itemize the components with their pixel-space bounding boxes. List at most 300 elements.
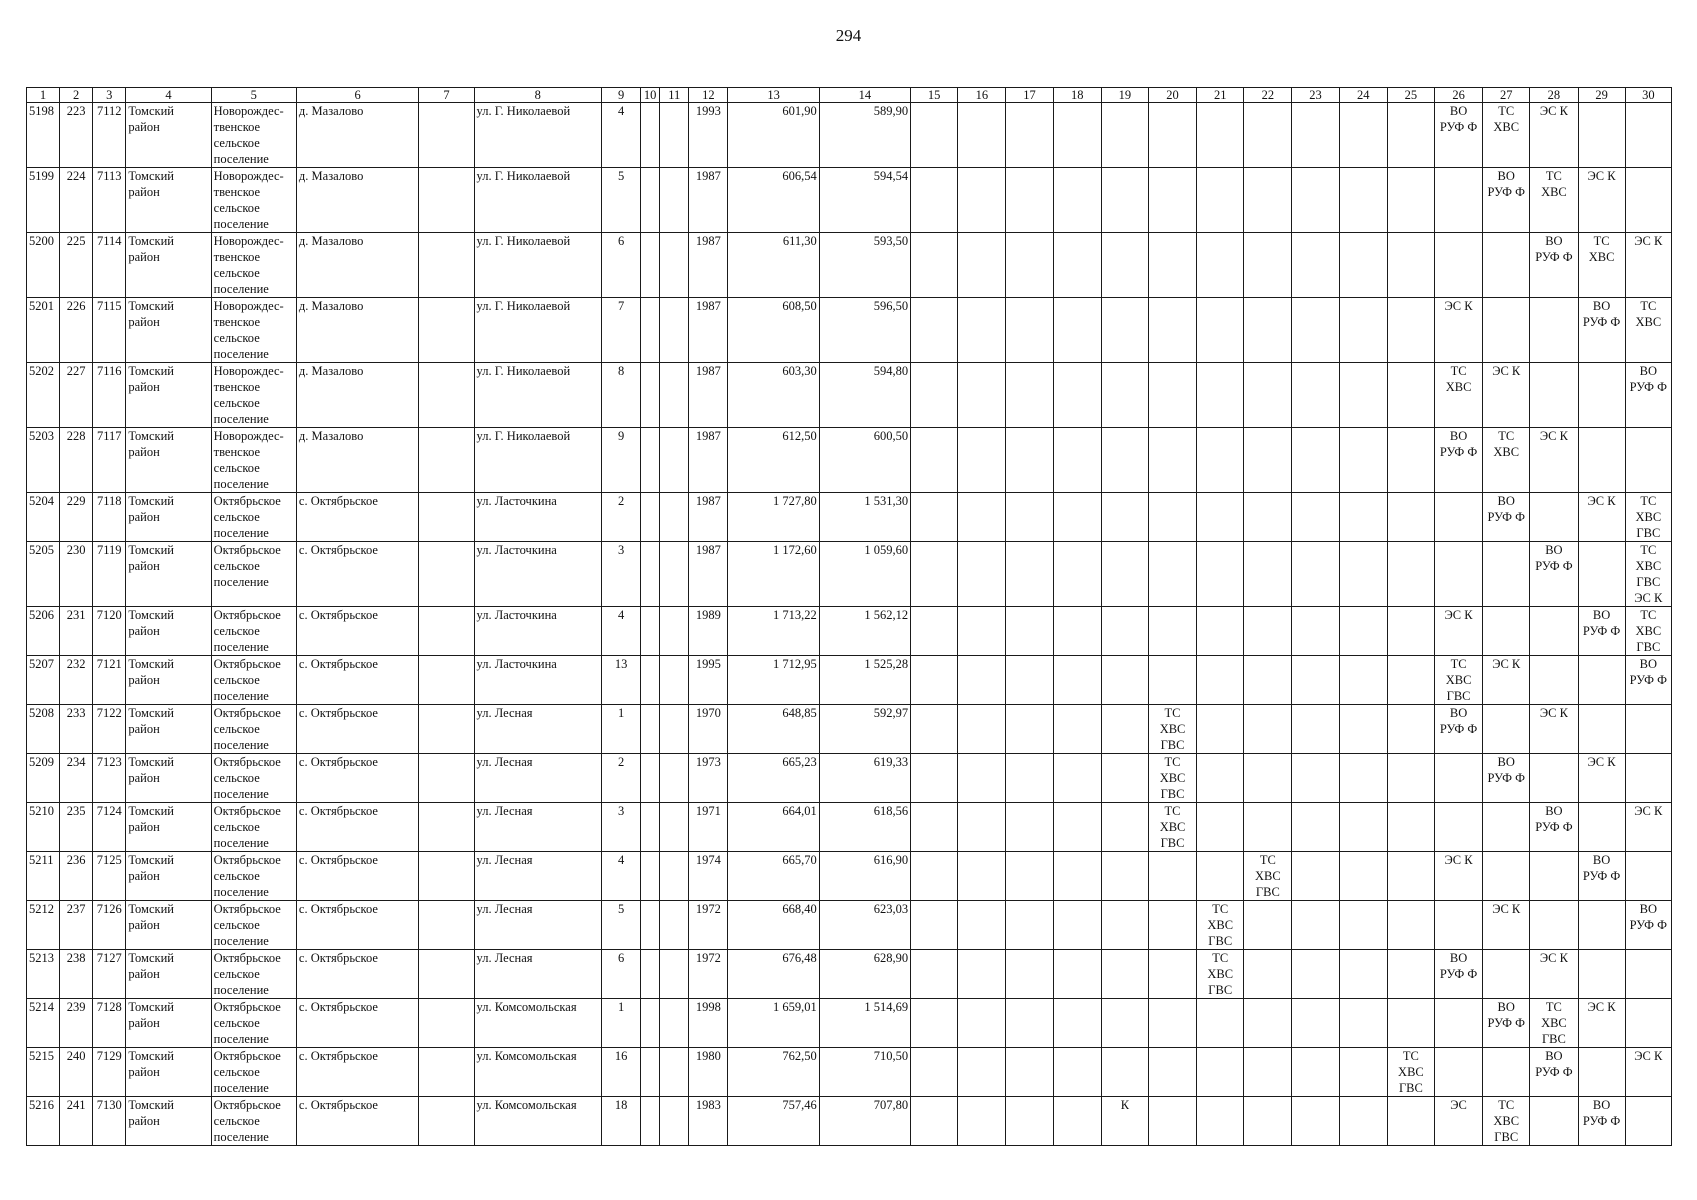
work-cell-col-15 — [911, 999, 958, 1048]
work-cell-col-30: ВО РУФ Ф — [1625, 901, 1671, 950]
work-cell-col-16 — [958, 428, 1006, 493]
work-cell-col-17 — [1006, 607, 1053, 656]
work-cell-col-20 — [1148, 542, 1196, 607]
work-cell-col-30 — [1625, 754, 1671, 803]
work-cell-col-24 — [1339, 103, 1387, 168]
work-cell-col-24 — [1339, 1048, 1387, 1097]
cell-col-11 — [660, 542, 689, 607]
work-cell-col-30: ТС ХВС ГВС — [1625, 493, 1671, 542]
cell-col-2: 231 — [60, 607, 93, 656]
cell-col-12: 1972 — [689, 901, 728, 950]
work-cell-col-21 — [1197, 428, 1244, 493]
cell-col-3: 7120 — [93, 607, 126, 656]
work-cell-col-23 — [1292, 607, 1339, 656]
cell-col-7 — [419, 233, 474, 298]
cell-col-1: 5210 — [27, 803, 60, 852]
cell-col-2: 234 — [60, 754, 93, 803]
work-cell-col-24 — [1339, 168, 1387, 233]
work-cell-col-26: ВО РУФ Ф — [1434, 428, 1482, 493]
cell-col-4: Томский район — [126, 428, 211, 493]
column-header-30: 30 — [1625, 88, 1671, 103]
cell-col-12: 1987 — [689, 428, 728, 493]
cell-col-14: 1 562,12 — [819, 607, 910, 656]
work-cell-col-27 — [1483, 803, 1530, 852]
work-cell-col-21 — [1197, 656, 1244, 705]
work-cell-col-18 — [1053, 705, 1101, 754]
cell-col-4: Томский район — [126, 803, 211, 852]
cell-col-9: 1 — [602, 999, 641, 1048]
column-header-29: 29 — [1578, 88, 1625, 103]
cell-col-8: ул. Г. Николаевой — [474, 233, 601, 298]
cell-col-7 — [419, 168, 474, 233]
work-cell-col-28: ТС ХВС ГВС — [1530, 999, 1578, 1048]
cell-col-6: с. Октябрьское — [296, 656, 418, 705]
work-cell-col-25 — [1387, 493, 1434, 542]
cell-col-10 — [641, 103, 660, 168]
table-row — [27, 901, 1672, 950]
work-cell-col-22: ТС ХВС ГВС — [1244, 852, 1292, 901]
cell-col-13: 1 712,95 — [728, 656, 819, 705]
column-header-9: 9 — [602, 88, 641, 103]
work-cell-col-17 — [1006, 298, 1053, 363]
cell-col-9: 18 — [602, 1097, 641, 1146]
cell-col-13: 1 713,22 — [728, 607, 819, 656]
cell-col-2: 235 — [60, 803, 93, 852]
column-header-24: 24 — [1339, 88, 1387, 103]
work-cell-col-26 — [1434, 901, 1482, 950]
work-cell-col-18 — [1053, 803, 1101, 852]
cell-col-5: Октябрьское сельское поселение — [211, 493, 296, 542]
work-cell-col-16 — [958, 607, 1006, 656]
cell-col-1: 5204 — [27, 493, 60, 542]
work-cell-col-16 — [958, 656, 1006, 705]
cell-col-3: 7127 — [93, 950, 126, 999]
column-header-13: 13 — [728, 88, 819, 103]
cell-col-7 — [419, 901, 474, 950]
cell-col-9: 4 — [602, 103, 641, 168]
work-cell-col-23 — [1292, 1097, 1339, 1146]
work-cell-col-27 — [1483, 298, 1530, 363]
work-cell-col-29 — [1578, 103, 1625, 168]
work-cell-col-29 — [1578, 901, 1625, 950]
work-cell-col-27: ВО РУФ Ф — [1483, 168, 1530, 233]
cell-col-14: 710,50 — [819, 1048, 910, 1097]
work-cell-col-17 — [1006, 168, 1053, 233]
work-cell-col-17 — [1006, 803, 1053, 852]
column-header-3: 3 — [93, 88, 126, 103]
cell-col-4: Томский район — [126, 901, 211, 950]
work-cell-col-21 — [1197, 1097, 1244, 1146]
column-header-18: 18 — [1053, 88, 1101, 103]
cell-col-8: ул. Г. Николаевой — [474, 363, 601, 428]
cell-col-14: 592,97 — [819, 705, 910, 754]
work-cell-col-16 — [958, 950, 1006, 999]
work-cell-col-19 — [1101, 493, 1148, 542]
column-header-14: 14 — [819, 88, 910, 103]
work-cell-col-20 — [1148, 103, 1196, 168]
cell-col-4: Томский район — [126, 168, 211, 233]
cell-col-1: 5213 — [27, 950, 60, 999]
work-cell-col-19 — [1101, 363, 1148, 428]
cell-col-3: 7129 — [93, 1048, 126, 1097]
work-cell-col-25 — [1387, 428, 1434, 493]
cell-col-13: 762,50 — [728, 1048, 819, 1097]
cell-col-8: ул. Г. Николаевой — [474, 428, 601, 493]
cell-col-7 — [419, 950, 474, 999]
work-cell-col-21 — [1197, 852, 1244, 901]
cell-col-2: 237 — [60, 901, 93, 950]
work-cell-col-28: ВО РУФ Ф — [1530, 803, 1578, 852]
work-cell-col-26 — [1434, 803, 1482, 852]
work-cell-col-16 — [958, 298, 1006, 363]
work-cell-col-18 — [1053, 428, 1101, 493]
work-cell-col-24 — [1339, 754, 1387, 803]
work-cell-col-23 — [1292, 852, 1339, 901]
cell-col-3: 7124 — [93, 803, 126, 852]
cell-col-8: ул. Ласточкина — [474, 493, 601, 542]
cell-col-1: 5208 — [27, 705, 60, 754]
work-cell-col-24 — [1339, 607, 1387, 656]
cell-col-9: 13 — [602, 656, 641, 705]
work-cell-col-18 — [1053, 363, 1101, 428]
cell-col-4: Томский район — [126, 754, 211, 803]
work-cell-col-20 — [1148, 1048, 1196, 1097]
work-cell-col-26 — [1434, 168, 1482, 233]
cell-col-11 — [660, 950, 689, 999]
cell-col-2: 239 — [60, 999, 93, 1048]
work-cell-col-25 — [1387, 168, 1434, 233]
table-row — [27, 233, 1672, 298]
work-cell-col-17 — [1006, 1097, 1053, 1146]
cell-col-8: ул. Ласточкина — [474, 656, 601, 705]
cell-col-2: 230 — [60, 542, 93, 607]
work-cell-col-25 — [1387, 999, 1434, 1048]
work-cell-col-17 — [1006, 103, 1053, 168]
cell-col-1: 5200 — [27, 233, 60, 298]
cell-col-5: Октябрьское сельское поселение — [211, 705, 296, 754]
work-cell-col-28 — [1530, 901, 1578, 950]
cell-col-6: с. Октябрьское — [296, 1097, 418, 1146]
work-cell-col-23 — [1292, 363, 1339, 428]
work-cell-col-20 — [1148, 298, 1196, 363]
work-cell-col-24 — [1339, 1097, 1387, 1146]
cell-col-11 — [660, 705, 689, 754]
cell-col-4: Томский район — [126, 363, 211, 428]
cell-col-7 — [419, 1097, 474, 1146]
table-row — [27, 705, 1672, 754]
cell-col-11 — [660, 901, 689, 950]
work-cell-col-29 — [1578, 542, 1625, 607]
work-cell-col-20 — [1148, 999, 1196, 1048]
cell-col-7 — [419, 754, 474, 803]
cell-col-12: 1987 — [689, 363, 728, 428]
work-cell-col-30 — [1625, 428, 1671, 493]
cell-col-2: 228 — [60, 428, 93, 493]
cell-col-13: 664,01 — [728, 803, 819, 852]
work-cell-col-27: ТС ХВС — [1483, 428, 1530, 493]
work-cell-col-27: ЭС К — [1483, 901, 1530, 950]
work-cell-col-27 — [1483, 607, 1530, 656]
cell-col-9: 1 — [602, 705, 641, 754]
work-cell-col-22 — [1244, 428, 1292, 493]
work-cell-col-15 — [911, 1048, 958, 1097]
cell-col-2: 227 — [60, 363, 93, 428]
page-number: 294 — [835, 26, 862, 45]
cell-col-9: 2 — [602, 754, 641, 803]
table-row — [27, 428, 1672, 493]
cell-col-14: 1 059,60 — [819, 542, 910, 607]
work-cell-col-25 — [1387, 705, 1434, 754]
work-cell-col-21 — [1197, 999, 1244, 1048]
work-cell-col-21 — [1197, 493, 1244, 542]
work-cell-col-26: ТС ХВС — [1434, 363, 1482, 428]
cell-col-11 — [660, 233, 689, 298]
work-cell-col-15 — [911, 233, 958, 298]
cell-col-5: Октябрьское сельское поселение — [211, 656, 296, 705]
cell-col-13: 601,90 — [728, 103, 819, 168]
work-cell-col-19 — [1101, 852, 1148, 901]
cell-col-8: ул. Лесная — [474, 705, 601, 754]
cell-col-9: 3 — [602, 803, 641, 852]
cell-col-5: Октябрьское сельское поселение — [211, 803, 296, 852]
cell-col-7 — [419, 1048, 474, 1097]
cell-col-8: ул. Г. Николаевой — [474, 298, 601, 363]
cell-col-14: 600,50 — [819, 428, 910, 493]
cell-col-14: 1 514,69 — [819, 999, 910, 1048]
cell-col-7 — [419, 542, 474, 607]
work-cell-col-19 — [1101, 901, 1148, 950]
work-cell-col-24 — [1339, 999, 1387, 1048]
work-cell-col-26: ВО РУФ Ф — [1434, 103, 1482, 168]
cell-col-9: 6 — [602, 233, 641, 298]
work-cell-col-18 — [1053, 493, 1101, 542]
cell-col-10 — [641, 542, 660, 607]
work-cell-col-24 — [1339, 428, 1387, 493]
cell-col-7 — [419, 493, 474, 542]
work-cell-col-20 — [1148, 901, 1196, 950]
work-cell-col-16 — [958, 1048, 1006, 1097]
work-cell-col-19 — [1101, 542, 1148, 607]
cell-col-8: ул. Комсомольская — [474, 1097, 601, 1146]
work-cell-col-24 — [1339, 298, 1387, 363]
cell-col-7 — [419, 607, 474, 656]
work-cell-col-21 — [1197, 542, 1244, 607]
table-row — [27, 852, 1672, 901]
cell-col-13: 603,30 — [728, 363, 819, 428]
work-cell-col-19 — [1101, 754, 1148, 803]
work-cell-col-15 — [911, 803, 958, 852]
cell-col-3: 7121 — [93, 656, 126, 705]
work-cell-col-30 — [1625, 705, 1671, 754]
work-cell-col-21 — [1197, 168, 1244, 233]
work-cell-col-17 — [1006, 950, 1053, 999]
work-cell-col-22 — [1244, 493, 1292, 542]
work-cell-col-16 — [958, 1097, 1006, 1146]
cell-col-8: ул. Лесная — [474, 901, 601, 950]
cell-col-7 — [419, 298, 474, 363]
column-header-20: 20 — [1148, 88, 1196, 103]
cell-col-5: Новорождес- твенское сельское поселение — [211, 168, 296, 233]
work-cell-col-23 — [1292, 233, 1339, 298]
work-cell-col-16 — [958, 493, 1006, 542]
cell-col-10 — [641, 754, 660, 803]
work-cell-col-29: ВО РУФ Ф — [1578, 298, 1625, 363]
cell-col-11 — [660, 999, 689, 1048]
table-row — [27, 950, 1672, 999]
work-cell-col-30: ТС ХВС ГВС ЭС К — [1625, 542, 1671, 607]
cell-col-12: 1998 — [689, 999, 728, 1048]
cell-col-3: 7112 — [93, 103, 126, 168]
cell-col-14: 628,90 — [819, 950, 910, 999]
work-cell-col-22 — [1244, 705, 1292, 754]
cell-col-13: 612,50 — [728, 428, 819, 493]
work-cell-col-17 — [1006, 754, 1053, 803]
work-cell-col-19 — [1101, 233, 1148, 298]
work-cell-col-21 — [1197, 705, 1244, 754]
cell-col-2: 241 — [60, 1097, 93, 1146]
table-row — [27, 607, 1672, 656]
cell-col-5: Новорождес- твенское сельское поселение — [211, 298, 296, 363]
work-cell-col-22 — [1244, 168, 1292, 233]
work-cell-col-16 — [958, 901, 1006, 950]
cell-col-11 — [660, 493, 689, 542]
work-cell-col-16 — [958, 168, 1006, 233]
cell-col-12: 1971 — [689, 803, 728, 852]
table-row — [27, 493, 1672, 542]
work-cell-col-19 — [1101, 298, 1148, 363]
work-cell-col-19 — [1101, 803, 1148, 852]
work-cell-col-30: ТС ХВС ГВС — [1625, 607, 1671, 656]
work-cell-col-25 — [1387, 656, 1434, 705]
work-cell-col-15 — [911, 428, 958, 493]
work-cell-col-20: ТС ХВС ГВС — [1148, 705, 1196, 754]
work-cell-col-29: ТС ХВС — [1578, 233, 1625, 298]
work-cell-col-18 — [1053, 999, 1101, 1048]
work-cell-col-22 — [1244, 901, 1292, 950]
work-cell-col-29 — [1578, 656, 1625, 705]
cell-col-3: 7123 — [93, 754, 126, 803]
work-cell-col-16 — [958, 233, 1006, 298]
work-cell-col-15 — [911, 298, 958, 363]
cell-col-4: Томский район — [126, 852, 211, 901]
work-cell-col-17 — [1006, 852, 1053, 901]
work-cell-col-21 — [1197, 103, 1244, 168]
cell-col-12: 1970 — [689, 705, 728, 754]
work-cell-col-21 — [1197, 754, 1244, 803]
cell-col-3: 7119 — [93, 542, 126, 607]
cell-col-1: 5206 — [27, 607, 60, 656]
cell-col-4: Томский район — [126, 999, 211, 1048]
work-cell-col-19 — [1101, 168, 1148, 233]
work-cell-col-22 — [1244, 803, 1292, 852]
cell-col-6: д. Мазалово — [296, 103, 418, 168]
work-cell-col-29: ВО РУФ Ф — [1578, 852, 1625, 901]
cell-col-9: 5 — [602, 168, 641, 233]
cell-col-7 — [419, 999, 474, 1048]
work-cell-col-16 — [958, 363, 1006, 428]
cell-col-9: 4 — [602, 607, 641, 656]
cell-col-13: 676,48 — [728, 950, 819, 999]
work-cell-col-26 — [1434, 542, 1482, 607]
cell-col-14: 593,50 — [819, 233, 910, 298]
cell-col-6: с. Октябрьское — [296, 1048, 418, 1097]
cell-col-6: с. Октябрьское — [296, 999, 418, 1048]
work-cell-col-25 — [1387, 103, 1434, 168]
work-cell-col-23 — [1292, 542, 1339, 607]
cell-col-2: 224 — [60, 168, 93, 233]
cell-col-12: 1983 — [689, 1097, 728, 1146]
work-cell-col-16 — [958, 103, 1006, 168]
work-cell-col-25: ТС ХВС ГВС — [1387, 1048, 1434, 1097]
table-row — [27, 168, 1672, 233]
cell-col-9: 4 — [602, 852, 641, 901]
cell-col-2: 229 — [60, 493, 93, 542]
cell-col-10 — [641, 901, 660, 950]
work-cell-col-28: ЭС К — [1530, 428, 1578, 493]
cell-col-10 — [641, 607, 660, 656]
work-cell-col-16 — [958, 705, 1006, 754]
cell-col-10 — [641, 1048, 660, 1097]
work-cell-col-23 — [1292, 1048, 1339, 1097]
work-cell-col-17 — [1006, 233, 1053, 298]
work-cell-col-18 — [1053, 901, 1101, 950]
cell-col-6: с. Октябрьское — [296, 803, 418, 852]
work-cell-col-21 — [1197, 363, 1244, 428]
work-cell-col-21 — [1197, 298, 1244, 363]
cell-col-14: 619,33 — [819, 754, 910, 803]
work-cell-col-22 — [1244, 233, 1292, 298]
table-row — [27, 1048, 1672, 1097]
work-cell-col-24 — [1339, 803, 1387, 852]
cell-col-6: с. Октябрьское — [296, 852, 418, 901]
work-cell-col-29: ЭС К — [1578, 493, 1625, 542]
cell-col-12: 1974 — [689, 852, 728, 901]
work-cell-col-25 — [1387, 901, 1434, 950]
cell-col-10 — [641, 656, 660, 705]
work-cell-col-26: ЭС К — [1434, 298, 1482, 363]
cell-col-6: д. Мазалово — [296, 298, 418, 363]
work-cell-col-15 — [911, 493, 958, 542]
work-cell-col-16 — [958, 754, 1006, 803]
cell-col-11 — [660, 363, 689, 428]
column-header-10: 10 — [641, 88, 660, 103]
column-header-8: 8 — [474, 88, 601, 103]
cell-col-2: 238 — [60, 950, 93, 999]
cell-col-4: Томский район — [126, 656, 211, 705]
cell-col-5: Новорождес- твенское сельское поселение — [211, 428, 296, 493]
cell-col-12: 1987 — [689, 493, 728, 542]
work-cell-col-15 — [911, 1097, 958, 1146]
work-cell-col-23 — [1292, 705, 1339, 754]
table-row — [27, 754, 1672, 803]
work-cell-col-19 — [1101, 656, 1148, 705]
cell-col-1: 5211 — [27, 852, 60, 901]
work-cell-col-23 — [1292, 803, 1339, 852]
cell-col-13: 611,30 — [728, 233, 819, 298]
cell-col-11 — [660, 428, 689, 493]
work-cell-col-30 — [1625, 103, 1671, 168]
column-header-17: 17 — [1006, 88, 1053, 103]
cell-col-10 — [641, 428, 660, 493]
cell-col-6: д. Мазалово — [296, 363, 418, 428]
work-cell-col-18 — [1053, 1097, 1101, 1146]
work-cell-col-28 — [1530, 1097, 1578, 1146]
cell-col-10 — [641, 233, 660, 298]
work-cell-col-30: ВО РУФ Ф — [1625, 363, 1671, 428]
work-cell-col-30: ЭС К — [1625, 233, 1671, 298]
work-cell-col-28: ТС ХВС — [1530, 168, 1578, 233]
cell-col-11 — [660, 607, 689, 656]
